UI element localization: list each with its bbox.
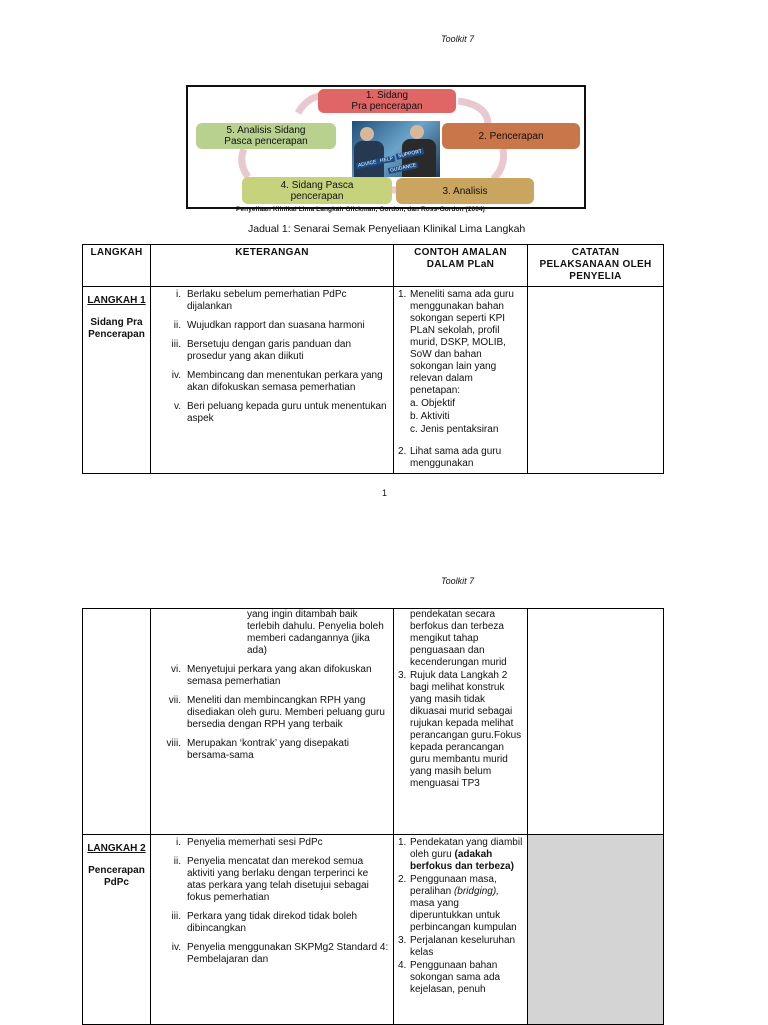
cycle-step-3: 3. Analisis: [396, 178, 534, 204]
list-item: vii. Meneliti dan membincangkan RPH yang disediakan oleh guru. Memberi peluang guru bersedia dengan RPH yang terbaik: [168, 695, 385, 730]
step1-cont-empty: [83, 609, 151, 835]
step1-cell: [83, 287, 151, 474]
list-item: iv. Penyelia menggunakan SKPMg2 Standard 4: Pembelajaran dan: [171, 942, 389, 965]
list-item: i. Berlaku sebelum pemerhatian PdPc dijalankan: [176, 289, 347, 312]
list-item: v. Beri peluang kepada guru untuk menentukan aspek: [173, 401, 387, 424]
cycle-step-5: 5. Analisis Sidang Pasca pencerapan: [196, 123, 336, 149]
diagram-source-caption: Penyeliaan Klinikal Lima Langkah Glickman, Gordon, dan Ross-Gordon (2004): [236, 206, 485, 213]
list-item-cont: yang ingin ditambah baik terlebih dahulu. Penyelia boleh memberi cadangannya (jika ada): [247, 609, 384, 656]
step2-subtitle: Pencerapan PdPc: [88, 865, 145, 888]
list-item: 2. Lihat sama ada guru menggunakan: [398, 446, 502, 469]
header-catatan: CATATAN PELAKSANAAN OLEH PENYELIA: [528, 245, 664, 287]
step2-description: [151, 835, 394, 1025]
cycle-step-4: 4. Sidang Pasca pencerapan: [242, 177, 392, 204]
list-item: i. Penyelia memerhati sesi PdPc: [176, 837, 323, 848]
list-item: iii. Perkara yang tidak direkod tidak boleh dibincangkan: [171, 911, 358, 934]
step1-description: [151, 287, 394, 474]
list-item: 1. Pendekatan yang diambil oleh guru (adakah berfokus dan terbeza): [398, 837, 523, 872]
header-keterangan: KETERANGAN: [151, 245, 394, 287]
list-item: iii. Bersetuju dengan garis panduan dan prosedur yang akan diikuti: [171, 339, 352, 362]
list-item: 4. Penggunaan bahan sokongan sama ada kejelasan, penuh: [398, 960, 501, 995]
header-langkah: LANGKAH: [83, 245, 151, 287]
center-photo: ADVICE HELP SUPPORT GUIDANCE: [352, 121, 440, 177]
cycle-step-2: 2. Pencerapan: [442, 123, 580, 149]
step1-cont-description: [151, 609, 394, 835]
five-step-cycle-diagram: [186, 85, 586, 209]
list-item: viii. Merupakan ‘kontrak’ yang disepakati bersama-sama: [166, 738, 349, 761]
step2-cell: [83, 835, 151, 1025]
page-header: Toolkit 7: [441, 34, 475, 44]
page-number: 1: [382, 488, 388, 498]
list-item: b. Aktiviti: [410, 411, 450, 422]
page-header-2: Toolkit 7: [441, 576, 475, 586]
step1-cont-notes: [528, 609, 664, 835]
list-item: a. Objektif: [410, 398, 456, 409]
list-item: c. Jenis pentaksiran: [410, 424, 499, 435]
list-item: iv. Membincang dan menentukan perkara yang akan difokuskan semasa pemerhatian: [171, 370, 383, 393]
list-item: 2. Penggunaan masa, peralihan (bridging), masa yang diperuntukkan untuk perbincangan kumpulan: [398, 874, 517, 933]
list-item: vi. Menyetujui perkara yang akan difokuskan semasa pemerhatian: [171, 664, 372, 687]
step2-notes-shaded: [528, 835, 664, 1025]
step1-examples: [394, 287, 528, 474]
list-item: 3. Rujuk data Langkah 2 bagi melihat konstruk yang masih tidak dikuasai murid sebagai rujukan kepada melihat perancangan guru.Fokus kepada perancangan guru membantu murid yang masih belum menguasai TP3: [398, 670, 522, 789]
list-item-cont: pendekatan secara berfokus dan terbeza mengikut tahap penguasaan dan kecenderungan murid: [410, 609, 507, 668]
step1-notes: [528, 287, 664, 474]
step2-title: LANGKAH 2: [87, 843, 146, 854]
checklist-table-page2: [82, 608, 664, 1025]
step1-title: LANGKAH 1: [87, 295, 146, 306]
header-contoh-amalan: CONTOH AMALAN DALAM PLaN: [394, 245, 528, 287]
step1-cont-examples: [394, 609, 528, 835]
list-item: ii. Penyelia mencatat dan merekod semua aktiviti yang berlaku dengan terperinci ke atas perkara yang telah disetujui sebagai fokus pemerhatian: [173, 856, 369, 903]
table-caption: Jadual 1: Senarai Semak Penyeliaan Klinikal Lima Langkah: [248, 223, 526, 235]
list-item: 3. Perjalanan keseluruhan kelas: [398, 935, 516, 958]
list-item: ii. Wujudkan rapport dan suasana harmoni: [173, 320, 365, 331]
cycle-step-1: 1. Sidang Pra pencerapan: [318, 89, 456, 113]
step2-examples: [394, 835, 528, 1025]
step1-subtitle: Sidang Pra Pencerapan: [88, 317, 145, 340]
checklist-table-page1: [82, 244, 664, 474]
list-item: 1. Meneliti sama ada guru menggunakan bahan sokongan seperti KPI PLaN sekolah, profil murid, DSKP, MOLIB, SoW dan bahan sokongan lain yang relevan dalam penetapan:: [398, 289, 514, 396]
